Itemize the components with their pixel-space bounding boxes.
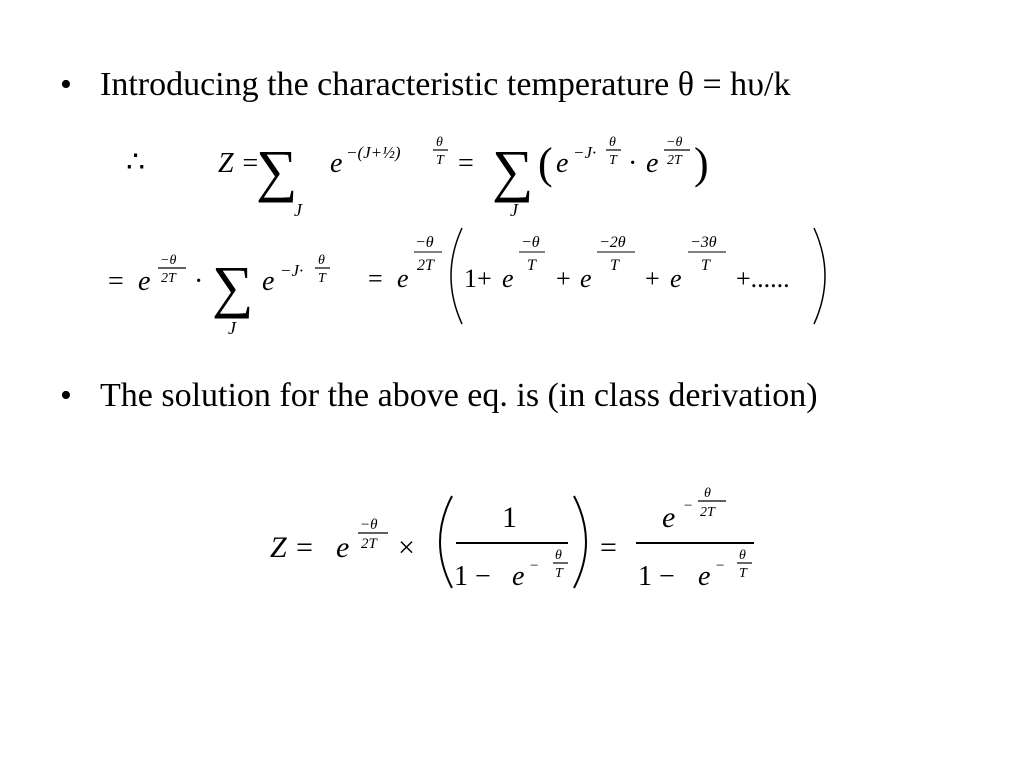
series-term3-den: T — [701, 257, 710, 274]
sol-left-paren — [440, 496, 452, 588]
sol-frac2-exp-minus: − — [716, 558, 725, 574]
eq2-exp2-T: T — [318, 271, 326, 286]
eq1-lhs: Z = — [218, 148, 260, 179]
series-right-paren — [814, 228, 825, 324]
eq2-exp1-den: 2T — [161, 271, 176, 286]
sol-frac1-exp-T: T — [555, 566, 563, 581]
eq1-equals-2: = — [458, 148, 474, 179]
bullet-text-1: Introducing the characteristic temperature θ = hυ/k — [100, 66, 791, 103]
sol-frac2-num-e: e — [662, 501, 676, 534]
series-term1-den: T — [527, 257, 536, 274]
eq1-sum-2: ∑ — [492, 138, 534, 203]
eq2-e-1: e — [138, 266, 151, 297]
sol-frac1-e: e — [512, 561, 525, 592]
equation-series — [368, 228, 825, 324]
eq1-exp1-theta: θ — [436, 135, 443, 150]
bullet-text-2: The solution for the above eq. is (in class derivation) — [100, 377, 818, 414]
eq1-exp2-prefix: −J· — [573, 143, 597, 162]
eq2-e-2: e — [262, 266, 275, 297]
series-term2-num: −2θ — [599, 234, 626, 251]
eq1-sum-1: ∑ — [256, 138, 298, 203]
equation-solution — [270, 486, 754, 592]
series-term2-den: T — [610, 257, 619, 274]
series-one-plus: 1+ — [464, 264, 492, 293]
therefore-symbol: ∴ — [126, 146, 146, 179]
series-left-paren — [451, 228, 462, 324]
series-e-3: e — [670, 264, 682, 293]
sol-frac2-num-exp-minus: − — [684, 498, 693, 514]
series-prefactor-den: 2T — [417, 257, 434, 274]
sol-prefactor-den: 2T — [361, 536, 377, 552]
series-e-2: e — [580, 264, 592, 293]
sol-frac2-one-minus: 1 − — [638, 561, 675, 592]
eq1-exp1-prefix: −(J+½) — [346, 143, 401, 162]
equation-line-1 — [218, 135, 709, 220]
sol-frac1-exp-minus: − — [530, 558, 539, 574]
eq2-dot: · — [194, 266, 204, 297]
eq1-e-2: e — [556, 148, 569, 179]
series-e-prefactor: e — [397, 264, 409, 293]
series-plus-1: + — [556, 264, 571, 293]
sol-right-paren — [574, 496, 586, 588]
sol-frac1-one-minus: 1 − — [454, 561, 491, 592]
sol-frac2-exp-T: T — [739, 566, 747, 581]
sol-times: × — [398, 531, 415, 564]
sol-frac1-num: 1 — [502, 501, 517, 534]
eq2-exp2-prefix: −J· — [280, 261, 304, 280]
equation-line-2 — [108, 253, 330, 338]
eq1-sum-2-index: J — [510, 200, 518, 220]
eq1-exp2-theta: θ — [609, 135, 616, 150]
eq2-exp2-theta: θ — [318, 253, 325, 268]
eq1-exp2-T: T — [609, 153, 617, 168]
sol-equals: = — [600, 531, 617, 564]
eq1-exp1-T: T — [436, 153, 444, 168]
eq2-exp1-num: −θ — [160, 253, 177, 268]
sol-lhs: Z = — [270, 531, 315, 564]
sol-frac1-exp-theta: θ — [555, 548, 562, 563]
series-plus-2: + — [645, 264, 660, 293]
eq1-exp3-num: −θ — [666, 135, 683, 150]
sol-frac2-num-exp-theta: θ — [704, 486, 711, 501]
series-prefactor-num: −θ — [415, 234, 434, 251]
sol-frac2-exp-theta: θ — [739, 548, 746, 563]
series-equals: = — [368, 264, 383, 293]
sol-prefactor-num: −θ — [360, 517, 378, 533]
bullet-marker: • — [60, 377, 72, 414]
series-term3-num: −3θ — [690, 234, 717, 251]
sol-frac2-num-exp-den: 2T — [700, 505, 715, 520]
eq2-sum-index: J — [228, 318, 236, 338]
eq1-dot: · — [628, 148, 638, 179]
bullet-item-2 — [60, 376, 818, 416]
eq2-sum: ∑ — [212, 254, 254, 319]
eq1-rparen: ) — [694, 139, 709, 188]
sol-frac2-e: e — [698, 561, 711, 592]
eq1-exp3-den: 2T — [667, 153, 682, 168]
eq2-equals: = — [108, 266, 124, 297]
bullet-marker: • — [60, 66, 72, 103]
sol-e-prefactor: e — [336, 531, 350, 564]
eq1-e-3: e — [646, 148, 659, 179]
series-ellipsis: +...... — [736, 264, 790, 293]
series-e-1: e — [502, 264, 514, 293]
series-term1-num: −θ — [521, 234, 540, 251]
eq1-e-1: e — [330, 148, 343, 179]
eq1-sum-1-index: J — [294, 200, 302, 220]
eq1-lparen: ( — [538, 139, 553, 188]
